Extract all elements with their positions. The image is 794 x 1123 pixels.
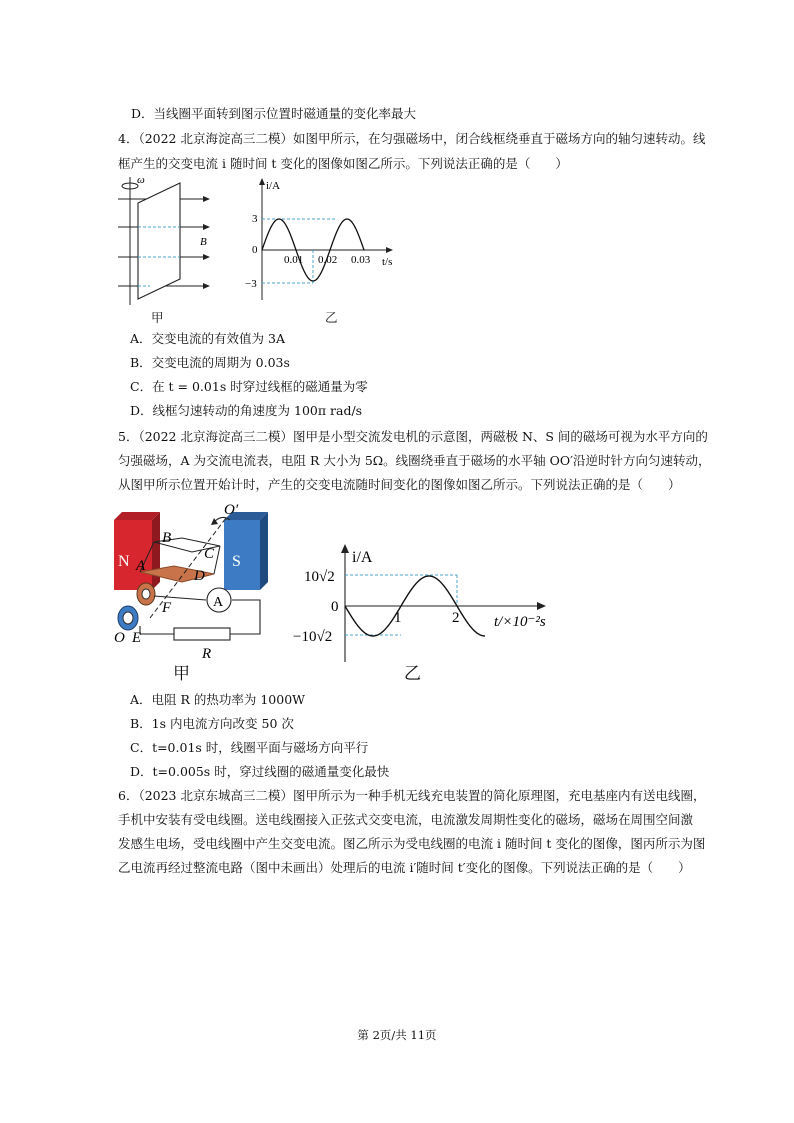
q5-option-b: B．1s 内电流方向改变 50 次: [130, 716, 294, 731]
y-axis-arrow-icon: [341, 544, 349, 553]
q4-option-a: A．交变电流的有效值为 3A: [130, 331, 285, 346]
label-c: C: [204, 546, 215, 562]
q4-stem-line2: 框产生的交变电流 i 随时间 t 变化的图像如图乙所示。下列说法正确的是（ ）: [118, 156, 568, 171]
q3-option-d: D．当线圈平面转到图示位置时磁通量的变化率最大: [131, 106, 417, 121]
y-tick-neg3: −3: [245, 278, 257, 290]
q4-stem-line1: 4．（2022 北京海淀高三二模）如图甲所示，在匀强磁场中，闭合线框绕垂直于磁场方向的轴匀速转动。线: [118, 131, 706, 146]
ammeter-label: A: [213, 595, 224, 610]
x-tick-001: 0.01: [284, 254, 304, 266]
label-b: B: [162, 530, 172, 546]
x-axis-arrow-icon: [386, 247, 393, 253]
q5-option-d: D．t=0.005s 时，穿过线圈的磁通量变化最快: [130, 764, 390, 779]
x-tick-002: 0.02: [318, 254, 338, 266]
q6-stem-line4: 乙电流再经过整流电路（图中未画出）处理后的电流 i′随时间 t′变化的图像。下列说法正确的是（ ）: [118, 860, 691, 875]
q6-stem-line1: 6．（2023 北京东城高三二模）图甲所示为一种手机无线充电装置的简化原理图，充电基座内有送电线圈，: [118, 788, 706, 803]
label-r: R: [202, 646, 212, 662]
x-tick-003: 0.03: [351, 254, 371, 266]
y-tick-0: 0: [252, 244, 258, 256]
q4-option-c: C．在 t = 0.01s 时穿过线框的磁通量为零: [130, 379, 368, 394]
north-magnet-top: [114, 512, 160, 520]
fig4-caption-jia: 甲: [151, 310, 164, 325]
label-f: F: [162, 600, 172, 616]
south-magnet: [224, 520, 260, 590]
x-tick-2: 2: [452, 610, 460, 626]
q4-option-d: D．线框匀速转动的角速度为 100π rad/s: [130, 403, 363, 418]
fig4-jia-diagram: [110, 175, 220, 305]
south-label: S: [232, 553, 241, 570]
north-label: N: [118, 553, 130, 570]
resistor: [174, 628, 230, 640]
q4-option-b: B．交变电流的周期为 0.03s: [130, 355, 290, 370]
y-tick-pos: 10√2: [304, 569, 335, 585]
y-axis-label: i/A: [266, 180, 281, 192]
q6-stem-line3: 发感生电场，受电线圈中产生交变电流。图乙所示为受电线圈的电流 i 随时间 t 变化的图像，图丙所示为图: [118, 836, 706, 851]
q5-option-a: A．电阻 R 的热功率为 1000W: [130, 692, 306, 707]
o-prime-label: O′: [224, 502, 239, 518]
field-b-label: B: [200, 236, 207, 248]
x-axis-label: t/×10⁻²s: [494, 614, 546, 630]
x-tick-1: 1: [394, 610, 402, 626]
q5-option-c: C．t=0.01s 时，线圈平面与磁场方向平行: [130, 740, 369, 755]
fig5-yi-chart: [290, 542, 580, 667]
label-a: A: [136, 558, 146, 574]
fig5-caption-yi: 乙: [404, 664, 421, 684]
fig5-caption-jia: 甲: [173, 664, 190, 684]
omega-label: ω: [137, 174, 145, 186]
fig4-caption-yi: 乙: [325, 310, 338, 325]
fig5-jia-diagram: [110, 500, 285, 670]
q5-stem-line1: 5．（2022 北京海淀高三二模）图甲是小型交流发电机的示意图，两磁极 N、S 间的磁场可视为水平方向的: [118, 429, 708, 444]
q6-stem-line2: 手机中安装有受电线圈。送电线圈接入正弦式交变电流，电流激发周期性变化的磁场，磁场在周围空间激: [118, 812, 694, 827]
y-tick-zero: 0: [331, 599, 339, 615]
y-tick-3: 3: [252, 213, 258, 225]
label-e: E: [132, 630, 142, 646]
y-tick-neg: −10√2: [293, 629, 333, 645]
x-axis-arrow-icon: [537, 602, 546, 610]
x-axis-label: t/s: [382, 256, 393, 268]
label-d: D: [194, 568, 205, 584]
q5-stem-line2: 匀强磁场，A 为交流电流表，电阻 R 大小为 5Ω。线圈绕垂直于磁场的水平轴 OO′沿逆时针方向匀速转动，: [118, 453, 711, 468]
y-axis-label: i/A: [352, 549, 373, 566]
q5-stem-line3: 从图甲所示位置开始计时，产生的交变电流随时间变化的图像如图乙所示。下列说法正确的是（ ）: [118, 477, 681, 492]
coil-frame: [138, 183, 180, 299]
y-axis-arrow-icon: [259, 178, 265, 185]
page-footer: 第 2页/共 11页: [357, 1028, 437, 1042]
label-o: O: [114, 630, 125, 646]
fig4-yi-chart: [240, 175, 400, 305]
